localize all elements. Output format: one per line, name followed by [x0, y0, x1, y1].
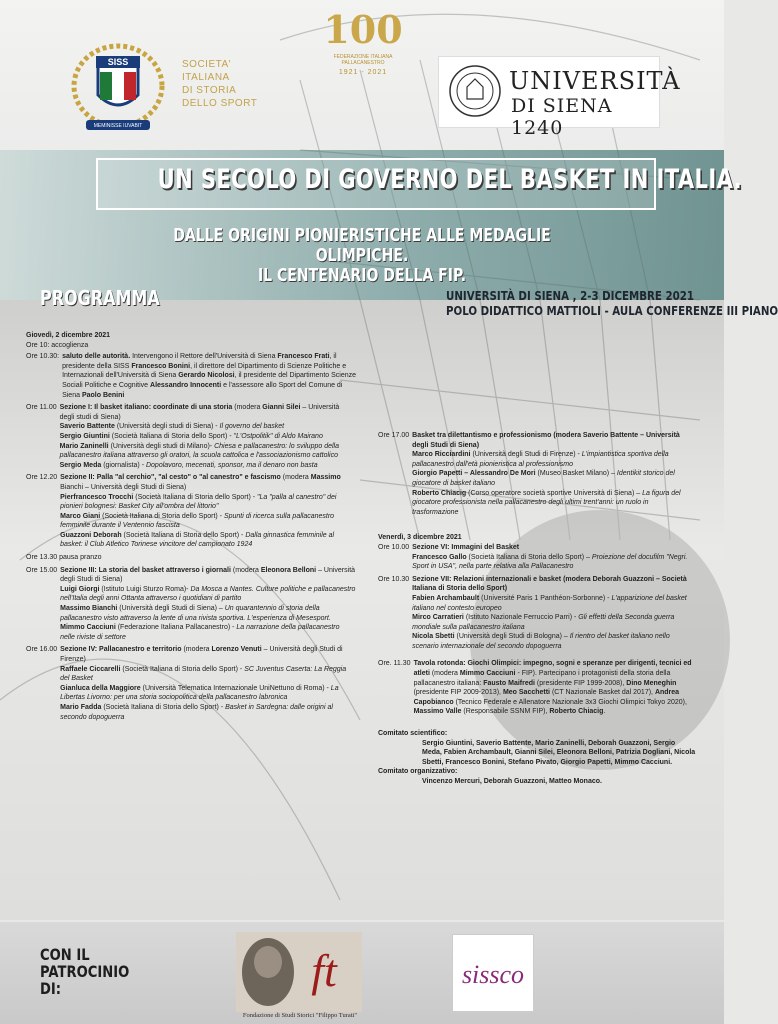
program-day1-column	[26, 331, 356, 725]
page-title: UN SECOLO DI GOVERNO DEL BASKET IN ITALIA.	[157, 164, 743, 195]
talk: Mario Zaninelli (Università degli studi di Milano)- Chiesa e pallacanestro: lo sviluppo della pallacanestro italiana attraverso gli oratori, la scuola cattolica e l'associazionismo cattolico	[59, 442, 339, 460]
venue-info: UNIVERSITÀ DI SIENA , 2-3 DICEMBRE 2021 POLO DIDATTICO MATTIOLI - AULA CONFERENZE III PIANO	[446, 288, 778, 318]
sissco-mark: sissco	[461, 960, 525, 989]
talk: Gianluca della Maggiore (Università Telematica Internazionale UniNettuno di Roma) - La Libertas Livorno: per una storia sociopolitica della pallacanestro labronica	[60, 684, 339, 702]
talk: Marco Ricciardini (Università degli Studi di Firenze) - L'impiantistica sportiva della pallacanestro dall'età pionieristica al professionismo	[412, 451, 669, 468]
university-siena-logo: UNIVERSITÀ DI SIENA 1240	[438, 56, 660, 128]
organizing-committee: Vincenzo Mercuri, Deborah Guazzoni, Matteo Monaco.	[422, 778, 602, 785]
sissco-logo	[452, 934, 534, 1012]
talk: Massimo Bianchi (Università degli Studi di Siena) – Un quarantennio di storia della pallacanestro visto attraverso la lente di una rivista sportiva. L'esperienza di Mesesport.	[60, 605, 331, 622]
turati-caption: Fondazione di Studi Storici "Filippo Turati"	[242, 1012, 358, 1019]
talk: Guazzoni Deborah (Società Italiana di Storia dello Sport) - Dalla ginnastica femminile al basket: il Club Atletico Torinese vincitore del campionato 1924	[60, 531, 335, 549]
talk: Fabien Archambault (Université Paris 1 Panthéon-Sorbonne) - L'apparizione del basket italiano nel contesto europeo	[412, 594, 687, 612]
program-day2-column	[378, 431, 696, 787]
talk: Pierfrancesco Trocchi (Società Italiana di Storia dello Sport) - "La "palla al canestro" dei pionieri bolognesi: Basket City all'ombra del littorio"	[60, 493, 337, 511]
program-item-section6: Ore 10.00 Sezione VI: Immagini del Basket Francesco Gallo (Società Italiana di Storia dello Sport) – Proiezione del docufilm "Negri. Sport in USA", nella parte relativa alla Pallacanestro	[378, 543, 696, 572]
siss-logo	[68, 40, 168, 135]
talk: Roberto Chiacig (Corso operatore società sportive Università di Siena) – La figura del giocatore professionista nella pallacanestro degli ultimi trent'anni: un ruolo in trasformazione	[412, 489, 681, 516]
siss-badge-text: SISS	[107, 57, 129, 67]
program-item-section3: Ore 15.00 Sezione III: La storia del basket attraverso i giornali (modera Eleonora Belloni – Università degli Studi di Siena) Luigi Giorgi (Istituto Luigi Sturzo Roma)- Da Mosca a Nantes. Culture politiche e pallacanestro nell'Italia degli anni Ottanta attraverso i quotidiani di partito Massimo Bianchi (Università degli Studi di Siena) – Un quarantennio di storia della pallacanestro visto attraverso la lente di una rivista sportiva. L'esperienza di Mesesport. Mimmo Cacciuni (Federazione Italiana Pallacanestro) - La narrazione della pallacanestro nelle riviste di settore	[26, 566, 356, 641]
turati-foundation-logo	[232, 928, 366, 1014]
programma-heading: PROGRAMMA	[40, 286, 160, 310]
talk: Nicola Sbetti (Università degli Studi di Bologna) – Il rientro del basket italiano nello scenario internazionale del secondo dopoguerra	[412, 633, 670, 650]
talk: Mirco Carratieri (Istituto Nazionale Ferruccio Parri) - Gli effetti della Seconda guerra mondiale sulla pallacanestro italiana	[412, 614, 675, 631]
program-item-section2: Ore 12.20 Sezione II: Palla "al cerchio", "al cesto" o "al canestro" e fascismo (modera Massimo Bianchi – Università degli Studi di Siena) Pierfrancesco Trocchi (Società Italiana di Storia dello Sport) - "La "palla al canestro" dei pionieri bolognesi: Basket City all'ombra del littorio" Marco Giani (Società Italiana di Storia dello Sport) - Spunti di ricerca sulla pallacanestro femminile durante il Ventennio fascista Guazzoni Deborah (Società Italiana di Storia dello Sport) - Dalla ginnastica femminile al basket: il Club Atletico Torinese vincitore del campionato 1924	[26, 473, 356, 550]
day2-date: Venerdì, 3 dicembre 2021	[378, 534, 462, 542]
program-item-section1: Ore 11.00 Sezione I: Il basket italiano: coordinate di una storia (modera Gianni Silei – Università degli studi di Siena) Saverio Battente (Università degli studi di Siena) - Il governo del basket Sergio Giuntini (Società Italiana di Storia dello Sport) - "L'Ostpolitik" di Aldo Mairano Mario Zaninelli (Università degli studi di Milano)- Chiesa e pallacanestro: lo sviluppo della pallacanestro italiana attraverso gli oratori, la scuola cattolica e l'associazionismo cattolico Sergio Meda (giornalista) - Dopolavoro, mecenati, sponsor, ma il denaro non basta	[26, 403, 356, 470]
program-item-section7: Ore 10.30 Sezione VII: Relazioni internazionali e basket (modera Deborah Guazzoni – Società Italiana di Storia dello Sport) Fabien Archambault (Université Paris 1 Panthéon-Sorbonne) - L'apparizione del basket italiano nel contesto europeo Mirco Carratieri (Istituto Nazionale Ferruccio Parri) - Gli effetti della Seconda guerra mondiale sulla pallacanestro italiana Nicola Sbetti (Università degli Studi di Bologna) – Il rientro del basket italiano nello scenario internazionale del secondo dopoguerra	[378, 575, 696, 652]
patronage-label: CON IL PATROCINIO DI:	[40, 945, 130, 998]
program-item-greetings: Ore 10.30: saluto delle autorità. Intervengono il Rettore dell'Università di Siena Francesco Frati, il presidente della SISS Francesco Bonini, il direttore del Dipartimento di Scienze Politiche e Internazionali dell'Università di Siena Gerardo Nicolosi, il presidente del Dipartimento Scienze Sociali Politiche e Cognitive Alessandro Innocenti e l'assessore allo Sport del Comune di Siena Paolo Benini	[26, 353, 357, 399]
program-item-round-table: Ore. 11.30 Tavola rotonda: Giochi Olimpici: impegno, sogni e speranze per dirigenti, tecnici ed atleti (modera Mimmo Cacciuni - FIP). Partecipano i protagonisti della storia della pallacanestro italiana: Fausto Maifredi (presidente FIP 1999-2008), Dino Meneghin (presidente FIP 2009-2013), Meo Sacchetti (CT Nazionale Basket dal 2017), Andrea Capobianco (Tecnico Federale e Allenatore Nazionale 3x3 Giochi Olimpici Tokyo 2020), Massimo Valle (Responsabile SSNM FIP), Roberto Chiacig.	[378, 660, 692, 716]
siss-motto: MEMINISSE IUVABIT	[93, 123, 143, 129]
welcome: Ore 10: accoglienza	[26, 341, 89, 349]
talk: Mario Fadda (Società Italiana di Storia dello Sport) - Basket in Sardegna: dalle origini al secondo dopoguerra	[60, 703, 333, 721]
talk: Giorgio Papetti – Alessandro De Mori (Museo Basket Milano) – Identikit storico del giocatore di basket italiano	[412, 470, 675, 487]
program-item-section5: Ore 17.00 Basket tra dilettantismo e professionismo (modera Saverio Battente – Università degli Studi di Siena) Marco Ricciardini (Università degli Studi di Firenze) - L'impiantistica sportiva della pallacanestro dall'età pionieristica al professionismo Giorgio Papetti – Alessandro De Mori (Museo Basket Milano) – Identikit storico del giocatore di basket italiano Roberto Chiacig (Corso operatore società sportive Università di Siena) – La figura del giocatore professionista nella pallacanestro degli ultimi trent'anni: un ruolo in trasformazione	[378, 431, 696, 517]
fip-centenary-logo: 100 FEDERAZIONE ITALIANA PALLACANESTRO 1921 - 2021	[323, 7, 403, 76]
talk: Marco Giani (Società Italiana di Storia dello Sport) - Spunti di ricerca sulla pallacanestro femminile durante il Ventennio fascista	[60, 512, 335, 530]
program-item-section4: Ore 16.00 Sezione IV: Pallacanestro e territorio (modera Lorenzo Venuti – Università degli Studi di Firenze) Raffaele Ciccarelli (Società Italiana di Storia dello Sport) - SC Juventus Caserta: La Reggia del Basket Gianluca della Maggiore (Università Telematica Internazionale UniNettuno di Roma) - La Libertas Livorno: per una storia sociopolitica della pallacanestro labronica Mario Fadda (Società Italiana di Storia dello Sport) - Basket in Sardegna: dalle origini al secondo dopoguerra	[26, 645, 356, 722]
talk: Luigi Giorgi (Istituto Luigi Sturzo Roma)- Da Mosca a Nantes. Culture politiche e pallacanestro nell'Italia degli anni Ottanta attraverso i quotidiani di partito	[60, 585, 356, 603]
scientific-committee-heading: Comitato scientifico:	[378, 730, 448, 738]
university-seal-icon	[447, 63, 503, 119]
talk: Francesco Gallo (Società Italiana di Storia dello Sport) – Proiezione del docufilm "Negri. Sport in USA", nella parte relativa alla Pallacanestro	[412, 553, 688, 571]
subtitle: DALLE ORIGINI PIONIERISTICHE ALLE MEDAGLIE OLIMPICHE. IL CENTENARIO DELLA FIP.	[173, 225, 551, 286]
talk: Sergio Giuntini (Società Italiana di Storia dello Sport) - "L'Ostpolitik" di Aldo Mairano	[59, 432, 323, 440]
scientific-committee: Sergio Giuntini, Saverio Battente, Mario Zaninelli, Deborah Guazzoni, Sergio Meda, Fabien Archambault, Gianni Silei, Eleonora Belloni, Patrizia Dogliani, Nicola Sbetti, Francesco Bonini, Stefano Pivato, Giorgio Papetti, Mimmo Cacciuni.	[422, 739, 696, 766]
lunch-break: Ore 13.30 pausa pranzo	[26, 554, 102, 562]
talk: Raffaele Ciccarelli (Società Italiana di Storia dello Sport) - SC Juventus Caserta: La Reggia del Basket	[60, 665, 347, 683]
turati-mark: ft	[311, 945, 337, 996]
talk: Sergio Meda (giornalista) - Dopolavoro, mecenati, sponsor, ma il denaro non basta	[59, 461, 318, 469]
talk: Saverio Battente (Università degli studi di Siena) - Il governo del basket	[59, 423, 285, 431]
organizing-committee-heading: Comitato organizzativo:	[378, 768, 458, 776]
siss-name: SOCIETA' ITALIANA DI STORIA DELLO SPORT	[182, 59, 258, 109]
talk: Mimmo Cacciuni (Federazione Italiana Pallacanestro) - La narrazione della pallacanestro nelle riviste di settore	[60, 624, 340, 641]
day1-date: Giovedì, 2 dicembre 2021	[26, 332, 111, 339]
